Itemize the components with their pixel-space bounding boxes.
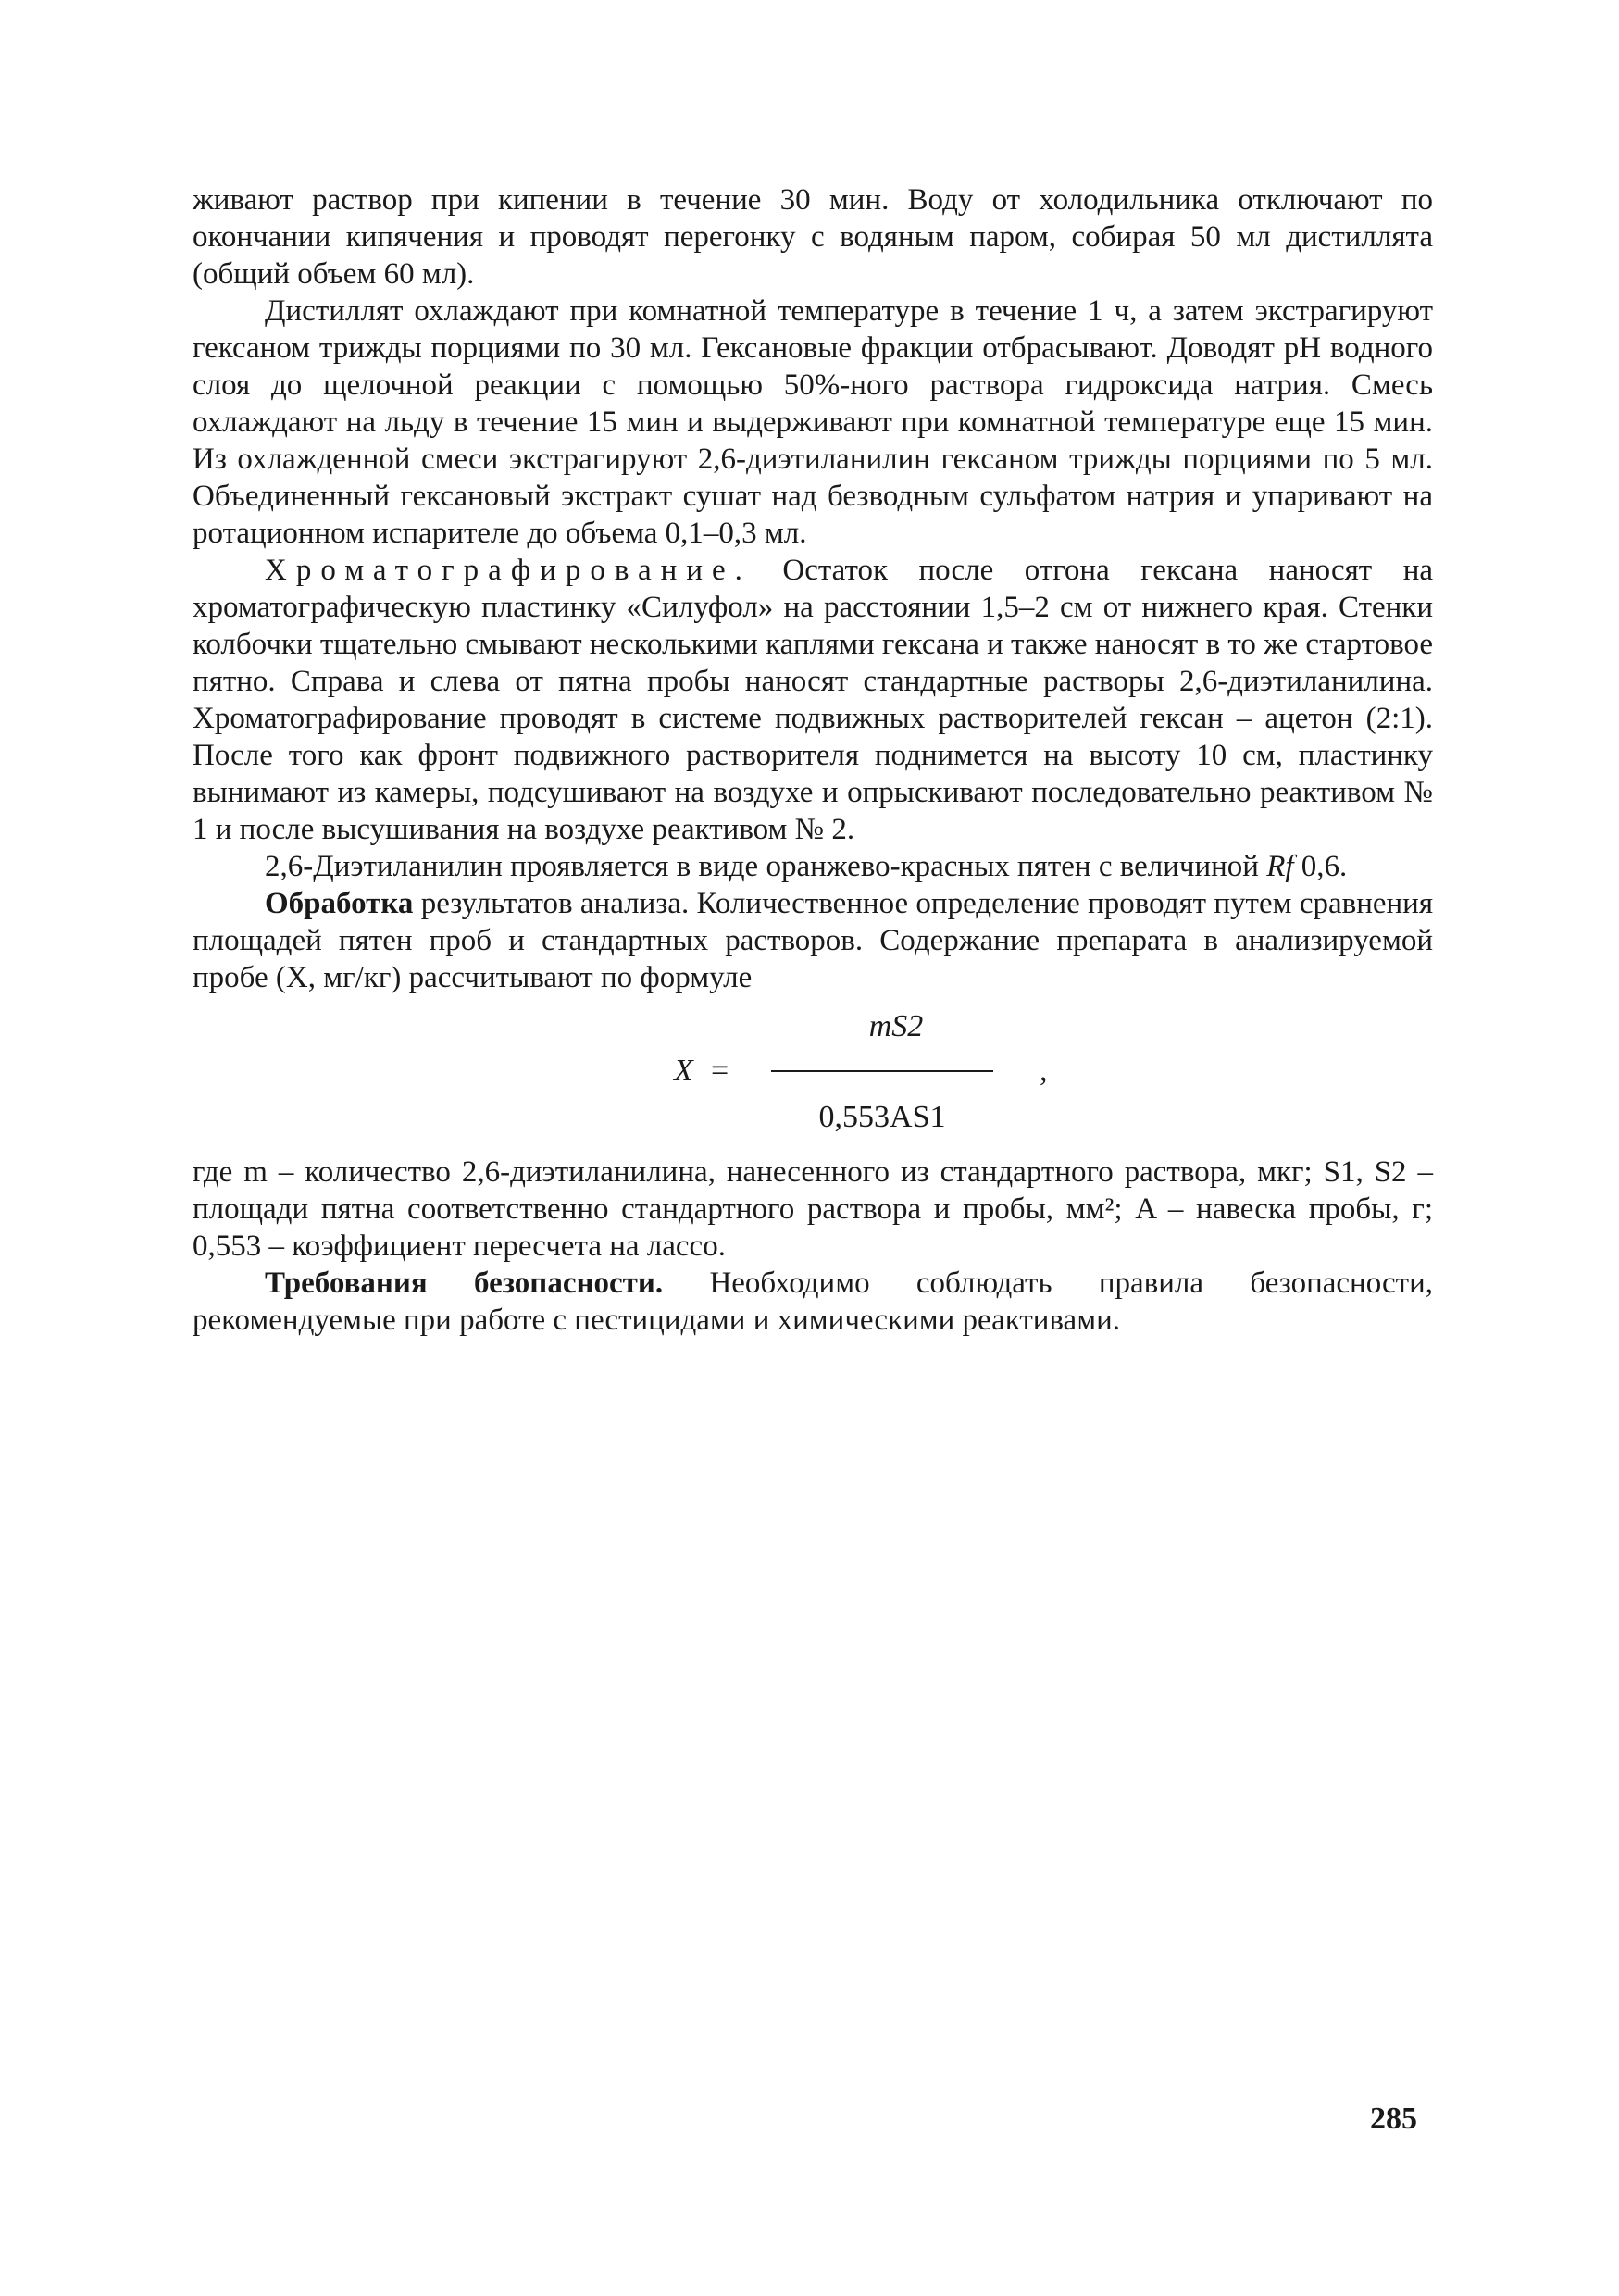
formula-equals: = [711,1054,729,1088]
results-heading: Обработка [265,887,414,920]
results-text: результатов анализа. Количественное определение проводят путем сравнения площадей пятен проб и стандартных растворов. Содержание препарата в анализируемой пробе (X, мг/кг) рассчитывают по формуле [193,887,1433,994]
safety-heading: Требования безопасности. [265,1267,664,1300]
formula-lhs: X [674,1054,693,1088]
detection-text: 2,6-Диэтиланилин проявляется в виде оранжево-красных пятен с величиной [265,850,1267,883]
page-number: 285 [1370,2102,1417,2136]
formula-fraction-bar [771,1070,993,1072]
rf-value: 0,6. [1293,850,1348,883]
formula-trailing-comma: , [1040,1054,1048,1088]
rf-symbol: Rf [1266,850,1294,883]
paragraph-variables: где m – количество 2,6-диэтиланилина, нанесенного из стандартного раствора, мкг; S1, S2 – площади пятна соответственно стандартного раствора и пробы, мм²; A – навеска пробы, г; 0,553 – коэффициент пересчета на лассо. [193,1155,1433,1263]
safety-text: Необходимо соблюдать правила безопасности, рекомендуемые при работе с пестицидами и химическими реактивами. [193,1267,1433,1337]
chromatography-text: Остаток после отгона гексана наносят на хроматографическую пластинку «Силуфол» на расстоянии 1,5–2 см от нижнего края. Стенки колбочки тщательно смывают несколькими каплями гексана и также наносят в то же стартовое пятно. Справа и слева от пятна пробы наносят стандартные растворы 2,6-диэтиланилина. Хроматографирование проводят в системе подвижных растворителей гексан – ацетон (2:1). После того как фронт подвижного растворителя поднимется на высоту 10 см, пластинку вынимают из камеры, подсушивают на воздухе и опрыскивают последовательно реактивом № 1 и после высушивания на воздухе реактивом № 2. [193,554,1433,846]
paragraph-detection [193,848,1433,885]
paragraph-results [193,885,1433,996]
paragraph-safety [193,1265,1433,1339]
page-content [193,181,1433,1339]
paragraph-chromatography [193,552,1433,848]
formula-denominator: 0,553AS1 [818,1100,946,1134]
formula-numerator: mS2 [868,1009,924,1043]
paragraph-distillation: живают раствор при кипении в течение 30 мин. Воду от холодильника отключают по окончании кипячения и проводят перегонку с водяным паром, собирая 50 мл дистиллята (общий объем 60 мл). [193,183,1433,291]
chromatography-heading: Хроматографирование. [265,554,752,587]
formula [193,1009,1433,1148]
paragraph-extraction: Дистиллят охлаждают при комнатной температуре в течение 1 ч, а затем экстрагируют гексаном трижды порциями по 30 мл. Гексановые фракции отбрасывают. Доводят pH водного слоя до щелочной реакции с помощью 50%-ного раствора гидроксида натрия. Смесь охлаждают на льду в течение 15 мин и выдерживают при комнатной температуре еще 15 мин. Из охлажденной смеси экстрагируют 2,6-диэтиланилин гексаном трижды порциями по 5 мл. Объединенный гексановый экстракт сушат над безводным сульфатом натрия и упаривают на ротационном испарителе до объема 0,1–0,3 мл. [193,294,1433,550]
